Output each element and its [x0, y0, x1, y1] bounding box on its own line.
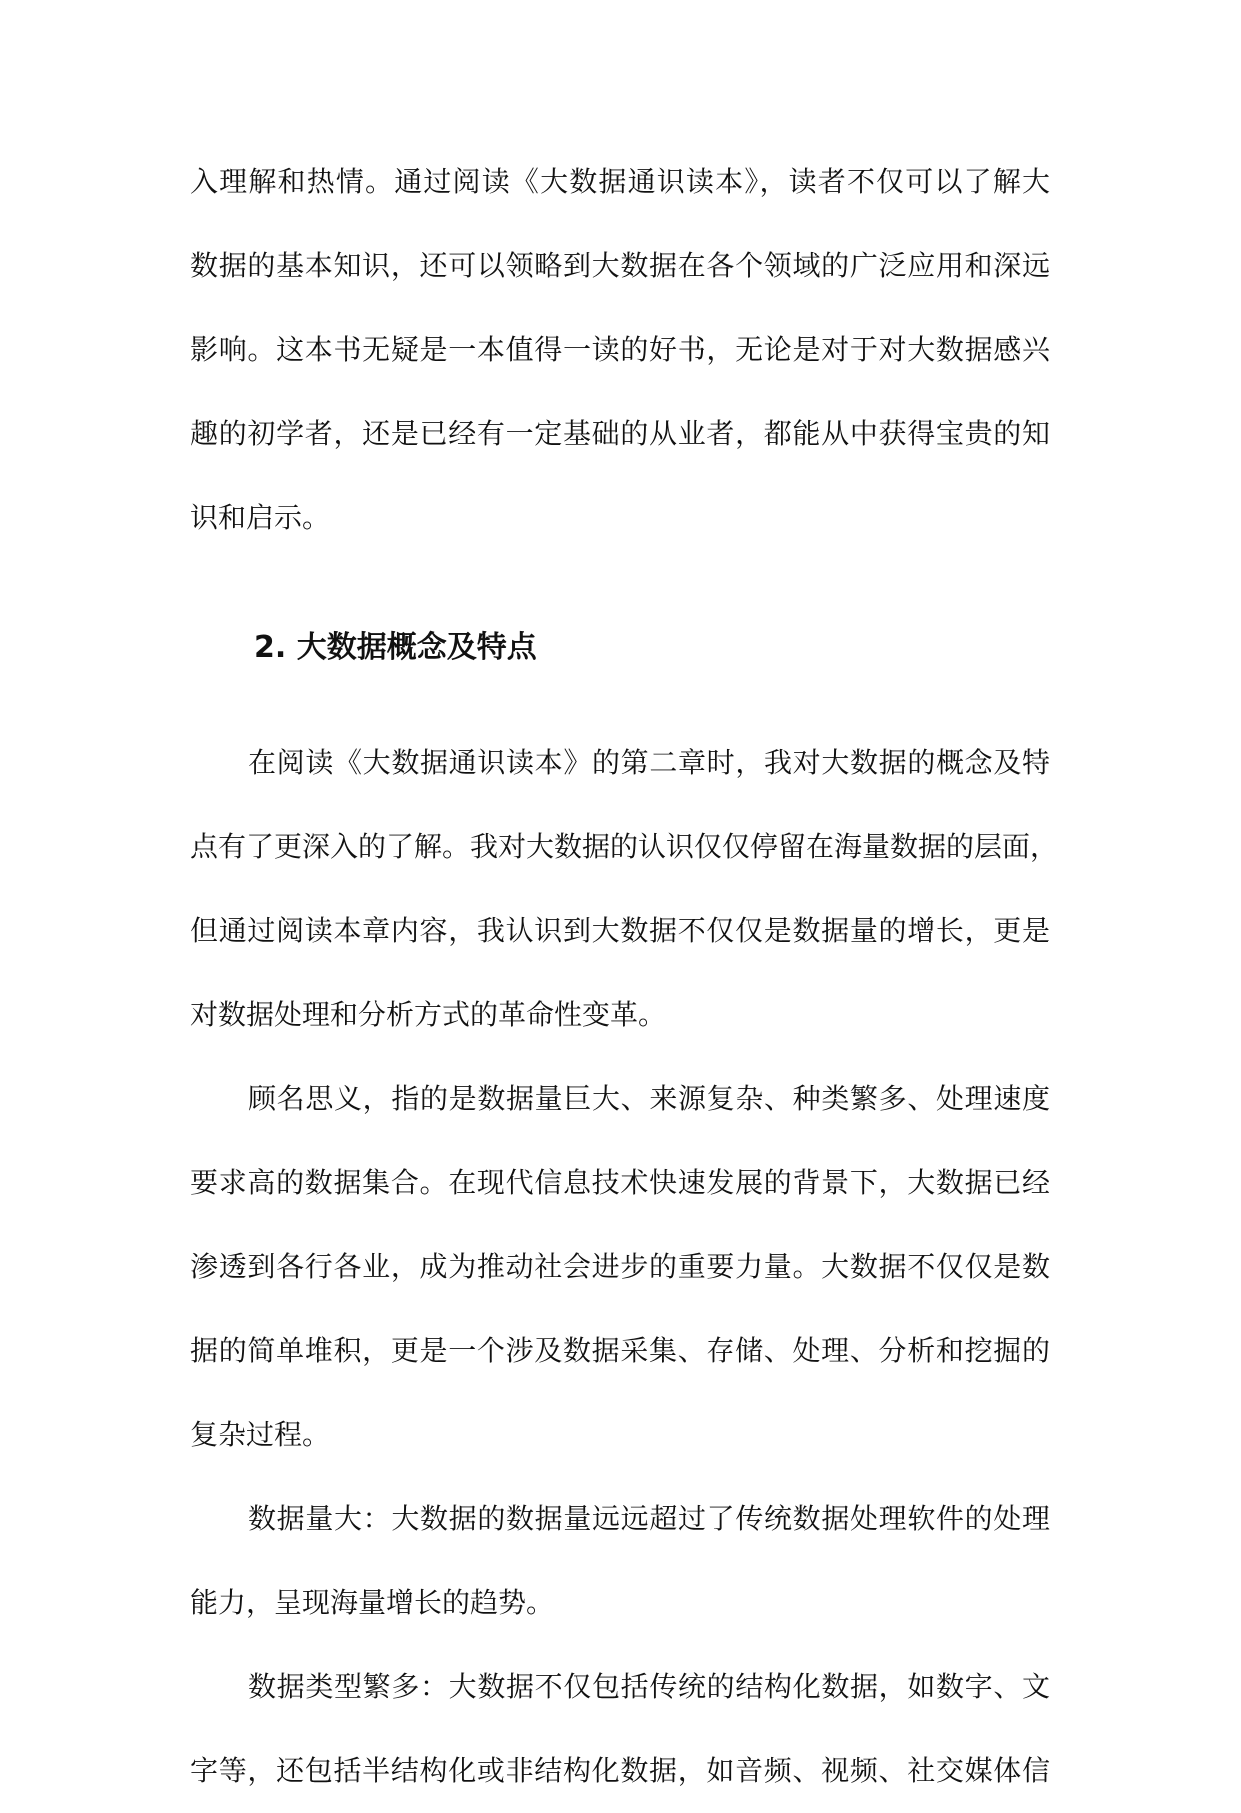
text-line: 渗透到各行各业，成为推动社会进步的重要力量。大数据不仅仅是数 — [190, 1249, 1050, 1283]
document-page — [190, 140, 1059, 1813]
text-line: 复杂过程。 — [190, 1417, 331, 1451]
text-line: 据的简单堆积，更是一个涉及数据采集、存储、处理、分析和挖掘的 — [190, 1333, 1050, 1367]
paragraph-variety — [190, 1645, 1050, 1813]
section-heading: 2. 大数据概念及特点 — [254, 630, 537, 665]
text-line: 入理解和热情。通过阅读《大数据通识读本》，读者不仅可以了解大 — [190, 165, 1050, 198]
text-line: 能力，呈现海量增长的趋势。 — [190, 1585, 555, 1619]
text-line: 识和启示。 — [190, 501, 331, 534]
text-line: 字等，还包括半结构化或非结构化数据，如音频、视频、社交媒体信 — [190, 1753, 1050, 1787]
text-line: 点有了更深入的了解。我对大数据的认识仅仅停留在海量数据的层面， — [190, 829, 1059, 863]
text-line: 数据类型繁多：大数据不仅包括传统的结构化数据，如数字、文 — [248, 1669, 1050, 1703]
paragraph-definition — [190, 1057, 1050, 1477]
text-line: 趣的初学者，还是已经有一定基础的从业者，都能从中获得宝贵的知 — [190, 417, 1050, 450]
text-line: 数据量大：大数据的数据量远远超过了传统数据处理软件的处理 — [248, 1501, 1050, 1535]
paragraph-chapter-two — [190, 721, 1059, 1057]
text-line: 对数据处理和分析方式的革命性变革。 — [190, 997, 667, 1031]
text-line: 但通过阅读本章内容，我认识到大数据不仅仅是数据量的增长，更是 — [190, 913, 1050, 947]
text-line: 在阅读《大数据通识读本》的第二章时，我对大数据的概念及特 — [248, 745, 1050, 779]
paragraph-volume — [190, 1477, 1050, 1645]
text-line: 影响。这本书无疑是一本值得一读的好书，无论是对于对大数据感兴 — [190, 333, 1050, 366]
text-line: 顾名思义，指的是数据量巨大、来源复杂、种类繁多、处理速度 — [248, 1081, 1050, 1115]
text-line: 要求高的数据集合。在现代信息技术快速发展的背景下，大数据已经 — [190, 1165, 1050, 1199]
paragraph-intro-continuation — [190, 140, 1050, 560]
text-line: 数据的基本知识，还可以领略到大数据在各个领域的广泛应用和深远 — [190, 249, 1050, 282]
